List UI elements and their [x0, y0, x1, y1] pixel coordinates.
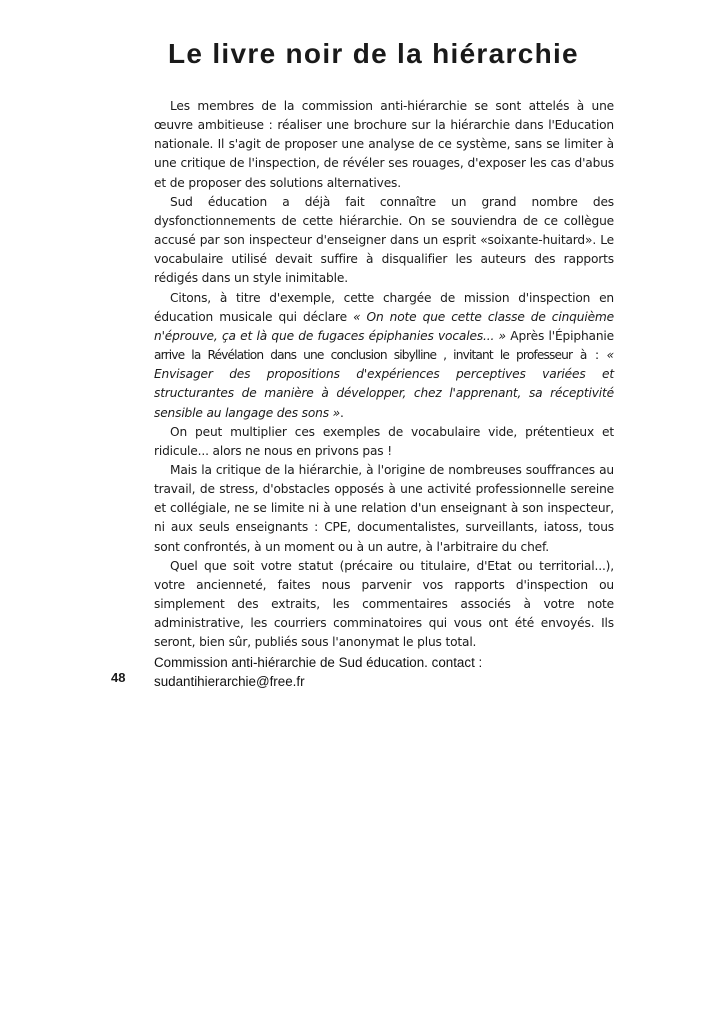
- page-number: 48: [111, 670, 126, 685]
- signature-block: [154, 653, 614, 691]
- page-title: Le livre noir de la hiérarchie: [168, 38, 579, 69]
- paragraph-sud-education: Sud éducation a déjà fait connaître un grand nombre des dysfonctionnements de cette hiérarchie. On se souviendra de ce collègue accusé par son inspecteur d'enseigner dans un esprit «soixante-huitard». Le vocabulaire utilisé devait suffire à disqualifier les auteurs des rapports rédigés dans un style inimitable.: [154, 194, 614, 286]
- second-quotation: « Envisager des propositions d'expériences perceptives variées et structurantes de manière à développer, chez l'apprenant, sa réceptivité sensible au langage des sons »: [154, 348, 614, 420]
- paragraph-critique: Mais la critique de la hiérarchie, à l'origine de nombreuses souffrances au travail, de stress, d'obstacles opposés à une activité professionnelle sereine et collégiale, ne se limite ni à une relation d'un enseignant à son inspecteur, ni aux seuls enseignants : CPE, documentalistes, surveillants, iatoss, tous sont confrontés, à un moment ou à un autre, à l'arbitraire du chef.: [154, 462, 614, 554]
- contact-email: sudantihierarchie@free.fr: [154, 673, 305, 689]
- example-revelation-text: arrive la Révélation dans une conclusion sibylline , invitant le professeur: [154, 348, 573, 363]
- example-end-text: .: [340, 405, 344, 420]
- article-body: [154, 97, 614, 691]
- first-quotation: « On note que cette classe de cinquième n'éprouve, ça et là que de fugaces épiphanies vocales... »: [154, 309, 614, 343]
- example-intro-text: Citons, à titre d'exemple, cette chargée de mission d'inspection en éducation musicale qui déclare: [154, 290, 614, 324]
- paragraph-intro: Les membres de la commission anti-hiérarchie se sont attelés à une œuvre ambitieuse : réaliser une brochure sur la hiérarchie dans l'Education nationale. Il s'agit de proposer une analyse de ce système, sans se limiter à une critique de l'inspection, de révéler ses rouages, d'exposer les cas d'abus et de proposer des solutions alternatives.: [154, 99, 614, 190]
- example-invitation-text: à :: [572, 348, 607, 363]
- paragraph-example: [154, 289, 614, 423]
- example-middle-text: Après l'Épiphanie: [505, 328, 614, 343]
- paragraph-call-to-action: Quel que soit votre statut (précaire ou titulaire, d'Etat ou territorial...), votre ancienneté, faites nous parvenir vos rapports d'inspection ou simplement des extraits, les commentaires associés à votre note administrative, les courriers comminatoires qui vous ont été envoyés. Ils seront, bien sûr, publiés sous l'anonymat le plus total.: [154, 558, 614, 650]
- paragraph-vocabulary: On peut multiplier ces exemples de vocabulaire vide, prétentieux et ridicule... alors ne nous en privons pas !: [154, 424, 614, 458]
- signature-commission: Commission anti-hiérarchie de Sud éducation. contact :: [154, 654, 483, 670]
